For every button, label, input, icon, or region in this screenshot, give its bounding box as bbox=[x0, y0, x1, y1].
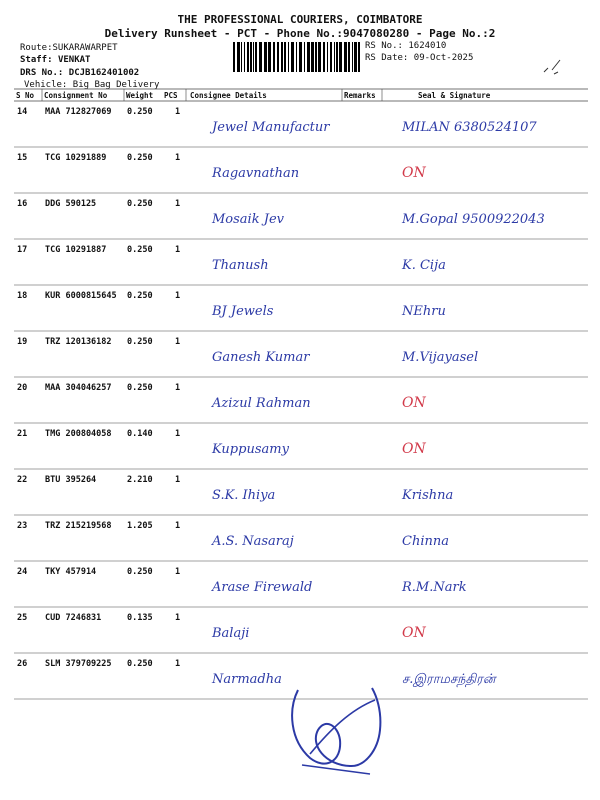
column-header: S No bbox=[16, 91, 35, 100]
row-pcs: 1 bbox=[175, 245, 181, 255]
row-sno: 26 bbox=[17, 659, 28, 669]
route-value: SUKARAWARPET bbox=[52, 43, 118, 53]
row-signature: K. Cija bbox=[402, 258, 446, 273]
row-signature: ON bbox=[402, 165, 426, 181]
row-pcs: 1 bbox=[175, 613, 181, 623]
row-pcs: 1 bbox=[175, 475, 181, 485]
rs-no-value: 1624010 bbox=[408, 41, 447, 51]
row-consignee-handwritten: Kuppusamy bbox=[212, 442, 289, 457]
row-consignee-handwritten: Thanush bbox=[212, 258, 269, 273]
row-consignment-no: TKY 457914 bbox=[45, 567, 97, 577]
row-pcs: 1 bbox=[175, 567, 181, 577]
row-signature: MILAN 6380524107 bbox=[402, 120, 537, 135]
barcode-bar bbox=[330, 42, 332, 72]
row-sno: 19 bbox=[17, 337, 28, 347]
barcode-bar bbox=[304, 42, 305, 72]
rs-no-label: RS No.: bbox=[365, 41, 403, 51]
row-sno: 23 bbox=[17, 521, 28, 531]
pen-mark bbox=[540, 58, 564, 78]
row-signature: M.Gopal 9500922043 bbox=[402, 212, 545, 227]
barcode-bar bbox=[315, 42, 317, 72]
row-weight: 0.135 bbox=[127, 613, 153, 623]
row-consignee-handwritten: BJ Jewels bbox=[212, 304, 274, 319]
barcode-bar bbox=[273, 42, 275, 72]
row-pcs: 1 bbox=[175, 659, 181, 669]
row-consignment-no: MAA 712827069 bbox=[45, 107, 112, 117]
row-weight: 0.250 bbox=[127, 153, 153, 163]
runsheet-subtitle: Delivery Runsheet - PCT - Phone No.:9047080280 - Page No.:2 bbox=[104, 27, 496, 40]
vehicle-label: Vehicle: bbox=[24, 80, 68, 90]
barcode-bar bbox=[268, 42, 271, 72]
row-consignee-handwritten: Azizul Rahman bbox=[212, 396, 311, 411]
row-consignee-handwritten: Arase Firewald bbox=[212, 580, 313, 595]
barcode-bar bbox=[354, 42, 357, 72]
row-sno: 14 bbox=[17, 107, 28, 117]
row-sno: 24 bbox=[17, 567, 28, 577]
row-signature: Chinna bbox=[402, 534, 449, 549]
rs-date-label: RS Date: bbox=[365, 53, 409, 63]
column-header: Weight bbox=[126, 91, 154, 100]
row-pcs: 1 bbox=[175, 337, 181, 347]
row-sno: 20 bbox=[17, 383, 28, 393]
row-weight: 0.250 bbox=[127, 199, 153, 209]
row-pcs: 1 bbox=[175, 383, 181, 393]
barcode-bar bbox=[253, 42, 254, 72]
row-sno: 25 bbox=[17, 613, 28, 623]
row-signature: ON bbox=[402, 441, 426, 457]
barcode-bar bbox=[250, 42, 252, 72]
barcode-bar bbox=[311, 42, 314, 72]
barcode-bar bbox=[281, 42, 283, 72]
row-consignee-handwritten: S.K. Ihiya bbox=[212, 488, 276, 503]
row-pcs: 1 bbox=[175, 107, 181, 117]
row-consignee-handwritten: Mosaik Jev bbox=[212, 212, 284, 227]
barcode-bar bbox=[339, 42, 342, 72]
row-consignment-no: TRZ 215219568 bbox=[45, 521, 112, 531]
barcode-bar bbox=[244, 42, 245, 72]
row-consignment-no: TCG 10291889 bbox=[45, 153, 107, 163]
barcode-bar bbox=[336, 42, 338, 72]
row-consignee-handwritten: Ganesh Kumar bbox=[212, 350, 310, 365]
row-consignment-no: TMG 200804058 bbox=[45, 429, 112, 439]
row-signature: M.Vijayasel bbox=[402, 350, 479, 365]
barcode-bar bbox=[296, 42, 297, 72]
route-label: Route: bbox=[20, 43, 53, 53]
barcode-bar bbox=[323, 42, 325, 72]
column-header: Consignment No bbox=[44, 91, 108, 100]
barcode bbox=[233, 42, 361, 72]
vehicle-value: Big Bag Delivery bbox=[72, 80, 160, 90]
row-weight: 0.250 bbox=[127, 107, 153, 117]
barcode-bar bbox=[327, 42, 328, 72]
row-consignee-handwritten: Narmadha bbox=[212, 672, 282, 687]
barcode-bar bbox=[237, 42, 240, 72]
row-consignee-handwritten: Balaji bbox=[212, 626, 250, 641]
row-weight: 0.250 bbox=[127, 245, 153, 255]
row-weight: 0.250 bbox=[127, 383, 153, 393]
barcode-bar bbox=[264, 42, 267, 72]
column-header: Remarks bbox=[344, 91, 376, 100]
row-sno: 22 bbox=[17, 475, 28, 485]
barcode-bar bbox=[352, 42, 353, 72]
route-line bbox=[20, 43, 118, 53]
runsheet-title: THE PROFESSIONAL COURIERS, COIMBATORE bbox=[177, 13, 423, 26]
row-sno: 17 bbox=[17, 245, 28, 255]
row-pcs: 1 bbox=[175, 521, 181, 531]
row-pcs: 1 bbox=[175, 291, 181, 301]
barcode-bar bbox=[348, 42, 350, 72]
barcode-bar bbox=[307, 42, 310, 72]
barcode-bar bbox=[299, 42, 302, 72]
row-consignment-no: BTU 395264 bbox=[45, 475, 97, 485]
row-consignment-no: KUR 6000815645 bbox=[45, 291, 117, 301]
staff-line bbox=[20, 55, 90, 65]
row-consignment-no: TCG 10291887 bbox=[45, 245, 107, 255]
barcode-bar bbox=[334, 42, 335, 72]
row-weight: 0.250 bbox=[127, 659, 153, 669]
drs-value: DCJB162401002 bbox=[68, 68, 140, 78]
row-signature: R.M.Nark bbox=[402, 580, 467, 595]
barcode-bar bbox=[247, 42, 249, 72]
column-header: Seal & Signature bbox=[418, 91, 491, 100]
drs-line bbox=[20, 68, 139, 78]
row-weight: 0.250 bbox=[127, 291, 153, 301]
row-consignment-no: MAA 304046257 bbox=[45, 383, 112, 393]
row-pcs: 1 bbox=[175, 199, 181, 209]
column-header: Consignee Details bbox=[190, 91, 267, 100]
barcode-bar bbox=[241, 42, 242, 72]
row-consignee-handwritten: Jewel Manufactur bbox=[212, 120, 330, 135]
row-sno: 18 bbox=[17, 291, 28, 301]
row-sno: 15 bbox=[17, 153, 28, 163]
staff-value: VENKAT bbox=[57, 55, 91, 65]
barcode-bar bbox=[277, 42, 279, 72]
barcode-bar bbox=[259, 42, 262, 72]
barcode-bar bbox=[318, 42, 321, 72]
barcode-bar bbox=[284, 42, 286, 72]
row-consignment-no: SLM 379709225 bbox=[45, 659, 112, 669]
row-signature: ON bbox=[402, 625, 426, 641]
staff-label: Staff: bbox=[20, 55, 53, 65]
row-signature: NEhru bbox=[402, 304, 446, 319]
rs-date-line bbox=[365, 53, 473, 63]
barcode-bar bbox=[233, 42, 235, 72]
row-consignee-handwritten: Ragavnathan bbox=[212, 166, 300, 181]
row-consignee-handwritten: A.S. Nasaraj bbox=[212, 534, 294, 549]
runsheet-table bbox=[14, 89, 588, 687]
row-weight: 0.250 bbox=[127, 337, 153, 347]
barcode-bar bbox=[291, 42, 294, 72]
row-weight: 2.210 bbox=[127, 475, 153, 485]
row-sno: 16 bbox=[17, 199, 28, 209]
row-signature: ச.இராமசந்திரன் bbox=[402, 672, 496, 687]
row-signature: ON bbox=[402, 395, 426, 411]
row-consignment-no: TRZ 120136182 bbox=[45, 337, 112, 347]
row-sno: 21 bbox=[17, 429, 28, 439]
barcode-bar bbox=[255, 42, 257, 72]
row-consignment-no: DDG 590125 bbox=[45, 199, 97, 209]
row-weight: 0.140 bbox=[127, 429, 153, 439]
column-header: PCS bbox=[164, 91, 178, 100]
barcode-bar bbox=[358, 42, 360, 72]
row-pcs: 1 bbox=[175, 429, 181, 439]
row-signature: Krishna bbox=[402, 488, 454, 503]
barcode-bar bbox=[288, 42, 289, 72]
row-pcs: 1 bbox=[175, 153, 181, 163]
rs-no-line bbox=[365, 41, 446, 51]
row-weight: 0.250 bbox=[127, 567, 153, 577]
drs-label: DRS No.: bbox=[20, 68, 64, 78]
row-weight: 1.205 bbox=[127, 521, 153, 531]
row-consignment-no: CUD 7246831 bbox=[45, 613, 102, 623]
rs-date-value: 09-Oct-2025 bbox=[413, 53, 474, 63]
staff-signature bbox=[280, 670, 390, 785]
barcode-bar bbox=[344, 42, 347, 72]
